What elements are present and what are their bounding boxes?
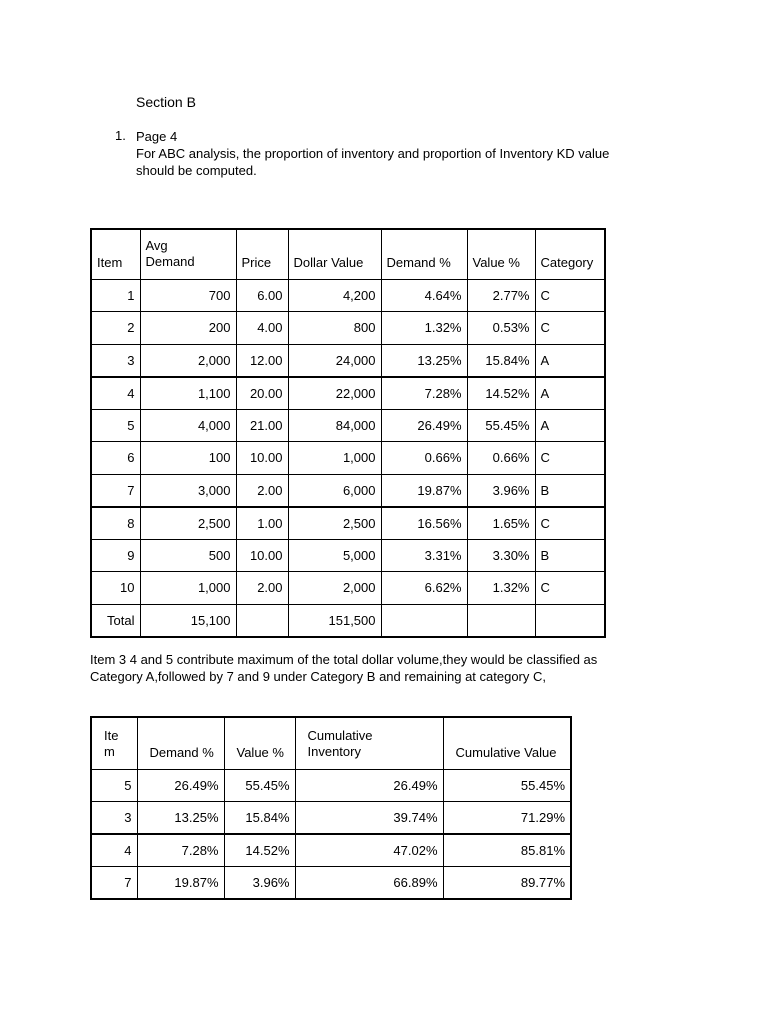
- table-row: [91, 507, 605, 540]
- table-row: [91, 474, 605, 507]
- table-cell: 100: [140, 442, 236, 475]
- table-cell: 200: [140, 312, 236, 345]
- question-page: Page 4: [136, 129, 178, 144]
- table-cell: 5,000: [288, 539, 381, 572]
- paragraph-line-2: Category A,followed by 7 and 9 under Category B and remaining at category C,: [90, 669, 546, 684]
- table-cell: 1.00: [236, 507, 288, 540]
- table-cell: 6.62%: [381, 572, 467, 605]
- table-cell: 4: [91, 377, 140, 410]
- table-cell: 5: [91, 409, 140, 442]
- table-cell: 2,000: [288, 572, 381, 605]
- table-cell: 4: [91, 834, 137, 867]
- table-cell: C: [535, 572, 605, 605]
- table-cell: 2.00: [236, 474, 288, 507]
- table-cell: 0.66%: [381, 442, 467, 475]
- question-line-2: should be computed.: [136, 163, 257, 178]
- table-row: [91, 572, 605, 605]
- table-cell: Total: [91, 604, 140, 637]
- table-header-row: [91, 717, 571, 769]
- table-cell: 7.28%: [137, 834, 224, 867]
- table-cell: 66.89%: [295, 867, 443, 900]
- table-cell: 3,000: [140, 474, 236, 507]
- table-cell: A: [535, 409, 605, 442]
- table-row: [91, 312, 605, 345]
- table-cell: C: [535, 312, 605, 345]
- table-cell: 55.45%: [443, 769, 571, 802]
- table-cell: 13.25%: [381, 344, 467, 377]
- table-cell: 6: [91, 442, 140, 475]
- header-demand-pct: Demand %: [381, 229, 467, 279]
- table-cell: 800: [288, 312, 381, 345]
- table-cell: A: [535, 377, 605, 410]
- table-cell: 2.00: [236, 572, 288, 605]
- header-value-pct: Value %: [467, 229, 535, 279]
- table-cell: 12.00: [236, 344, 288, 377]
- abc-analysis-table: [90, 228, 606, 638]
- table-row: [91, 539, 605, 572]
- header-value-pct: Value %: [224, 717, 295, 769]
- table-cell: 55.45%: [224, 769, 295, 802]
- table-cell: 8: [91, 507, 140, 540]
- question-line-1: For ABC analysis, the proportion of inventory and proportion of Inventory KD value: [136, 146, 610, 161]
- table-cell: 26.49%: [137, 769, 224, 802]
- table-cell: 19.87%: [137, 867, 224, 900]
- table-cell: 16.56%: [381, 507, 467, 540]
- table-cell: 89.77%: [443, 867, 571, 900]
- table-cell: 84,000: [288, 409, 381, 442]
- table-cell: [535, 604, 605, 637]
- classification-paragraph: [90, 651, 710, 685]
- table-cell: 3.30%: [467, 539, 535, 572]
- table-cell: 500: [140, 539, 236, 572]
- header-dollar-value: Dollar Value: [288, 229, 381, 279]
- table-cell: 85.81%: [443, 834, 571, 867]
- table-cell: 1,000: [140, 572, 236, 605]
- table-row: [91, 442, 605, 475]
- table-cell: 1: [91, 279, 140, 312]
- table-row: [91, 279, 605, 312]
- table-cell: 9: [91, 539, 140, 572]
- header-demand-pct: Demand %: [137, 717, 224, 769]
- table-cell: 0.66%: [467, 442, 535, 475]
- table-cell: 26.49%: [381, 409, 467, 442]
- header-category: Category: [535, 229, 605, 279]
- table-cell: 1,000: [288, 442, 381, 475]
- table-row: [91, 377, 605, 410]
- table-cell: 14.52%: [467, 377, 535, 410]
- table-cell: 10: [91, 572, 140, 605]
- table-cell: 26.49%: [295, 769, 443, 802]
- table-cell: 13.25%: [137, 802, 224, 835]
- table-cell: 55.45%: [467, 409, 535, 442]
- table-row: [91, 409, 605, 442]
- section-title: Section B: [136, 94, 196, 110]
- table-cell: B: [535, 539, 605, 572]
- header-cumulative-value: Cumulative Value: [443, 717, 571, 769]
- table-cell: 15,100: [140, 604, 236, 637]
- table-cell: 6.00: [236, 279, 288, 312]
- question-number: 1.: [115, 128, 126, 143]
- table-cell: 7.28%: [381, 377, 467, 410]
- table-cell: 1,100: [140, 377, 236, 410]
- table-cell: 700: [140, 279, 236, 312]
- table-cell: 3.96%: [224, 867, 295, 900]
- header-price: Price: [236, 229, 288, 279]
- table-cell: 2.77%: [467, 279, 535, 312]
- table-row: [91, 344, 605, 377]
- table-cell: 22,000: [288, 377, 381, 410]
- table-header-row: [91, 229, 605, 279]
- table-cell: 15.84%: [467, 344, 535, 377]
- table-cell: 24,000: [288, 344, 381, 377]
- table-cell: 15.84%: [224, 802, 295, 835]
- table-cell: A: [535, 344, 605, 377]
- table-cell: 4,000: [140, 409, 236, 442]
- table-cell: C: [535, 507, 605, 540]
- header-cumulative-inventory: Cumulative Inventory: [295, 717, 443, 769]
- table-cell: 39.74%: [295, 802, 443, 835]
- table-row: [91, 802, 571, 835]
- table-cell: 6,000: [288, 474, 381, 507]
- header-avg-demand: Avg Demand: [140, 229, 236, 279]
- table-cell: 71.29%: [443, 802, 571, 835]
- table-cell: 151,500: [288, 604, 381, 637]
- table-row: [91, 867, 571, 900]
- table-cell: 2,500: [288, 507, 381, 540]
- table-cell: 10.00: [236, 539, 288, 572]
- table-cell: C: [535, 442, 605, 475]
- table-cell: 4.00: [236, 312, 288, 345]
- table-cell: C: [535, 279, 605, 312]
- table-row: [91, 834, 571, 867]
- table-cell: 19.87%: [381, 474, 467, 507]
- table-cell: 1.65%: [467, 507, 535, 540]
- table-cell: 2,500: [140, 507, 236, 540]
- table-cell: 1.32%: [467, 572, 535, 605]
- table-cell: 47.02%: [295, 834, 443, 867]
- table-cell: [467, 604, 535, 637]
- table-cell: 1.32%: [381, 312, 467, 345]
- table-cell: 20.00: [236, 377, 288, 410]
- table-cell: 4,200: [288, 279, 381, 312]
- table-cell: 3: [91, 802, 137, 835]
- table-cell: 3: [91, 344, 140, 377]
- table-cell: 7: [91, 867, 137, 900]
- table-cell: 3.31%: [381, 539, 467, 572]
- table-cell: 2: [91, 312, 140, 345]
- paragraph-line-1: Item 3 4 and 5 contribute maximum of the total dollar volume,they would be classified as: [90, 652, 598, 667]
- table-cell: 0.53%: [467, 312, 535, 345]
- table-row: [91, 769, 571, 802]
- table-cell: 7: [91, 474, 140, 507]
- table-cell: 21.00: [236, 409, 288, 442]
- header-item: Ite m: [91, 717, 137, 769]
- table-cell: 10.00: [236, 442, 288, 475]
- cumulative-table: [90, 716, 572, 900]
- header-item: Item: [91, 229, 140, 279]
- table-cell: 5: [91, 769, 137, 802]
- question-body: [136, 128, 609, 179]
- table-cell: [381, 604, 467, 637]
- table-cell: [236, 604, 288, 637]
- table-cell: 4.64%: [381, 279, 467, 312]
- table-cell: 3.96%: [467, 474, 535, 507]
- table-cell: 14.52%: [224, 834, 295, 867]
- table-cell: 2,000: [140, 344, 236, 377]
- table-total-row: [91, 604, 605, 637]
- table-cell: B: [535, 474, 605, 507]
